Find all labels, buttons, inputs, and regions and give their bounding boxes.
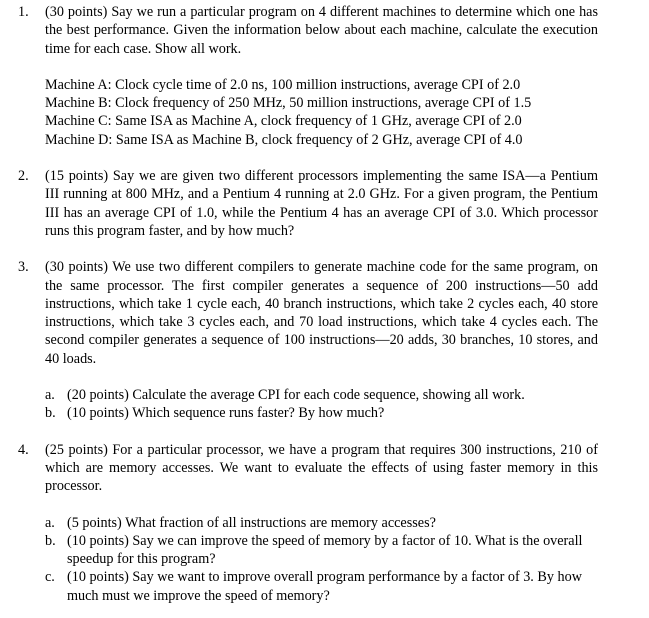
- question-number: 4.: [18, 441, 29, 458]
- sub-question-text: (10 points) Say we can improve the speed of memory by a factor of 10. What is the overall speedup for this program?: [67, 532, 583, 568]
- question-text: (30 points) We use two different compilers to generate machine code for the same program, on the same processor. The first compiler generates a sequence of 200 instructions—50 add instructions, which take 1 cycle each, 40 branch instructions, which take 2 cycles each, 40 store instructions, which take 3 cycles each, and 70 load instructions, which take 4 cycles each. The second compiler generates a sequence of 100 instructions—20 adds, 30 branches, 10 stores, and 40 loads.: [45, 259, 598, 367]
- sub-question-letter: a.: [45, 514, 55, 531]
- machine-b-spec: Machine B: Clock frequency of 250 MHz, 50 million instructions, average CPI of 1.5: [45, 95, 532, 112]
- question-body: [45, 441, 598, 496]
- sub-question-letter: b.: [45, 405, 56, 422]
- sub-question-letter: c.: [45, 569, 55, 586]
- sub-question-letter: b.: [45, 532, 56, 549]
- question-text: (25 points) For a particular processor, we have a program that requires 300 instructions, 210 of which are memory accesses. We want to evaluate the effects of using faster memory in this processor.: [45, 441, 598, 495]
- sub-question-a: [0, 514, 649, 532]
- sub-question-text: (5 points) What fraction of all instructions are memory accesses?: [67, 514, 436, 531]
- question-number: 2.: [18, 168, 29, 185]
- question-1: [0, 3, 649, 149]
- sub-question-list: [0, 386, 649, 423]
- machine-d-spec: Machine D: Same ISA as Machine B, clock frequency of 2 GHz, average CPI of 4.0: [45, 131, 523, 148]
- sub-question-list: [0, 514, 649, 605]
- question-2: [0, 167, 649, 240]
- question-number: 3.: [18, 259, 29, 276]
- sub-question-text: (10 points) Say we want to improve overall program performance by a factor of 3. By how much must we improve the speed of memory?: [67, 569, 582, 604]
- sub-question-text: (10 points) Which sequence runs faster? By how much?: [67, 405, 385, 422]
- sub-question-text: (20 points) Calculate the average CPI for each code sequence, showing all work.: [67, 387, 525, 404]
- sub-question-c: [0, 568, 649, 605]
- sub-question-b: [0, 532, 649, 569]
- machine-a-spec: Machine A: Clock cycle time of 2.0 ns, 100 million instructions, average CPI of 2.0: [45, 76, 521, 93]
- question-3: [0, 258, 649, 422]
- problem-set-page: [0, 3, 649, 605]
- question-4: [0, 441, 649, 605]
- question-body: [45, 258, 598, 368]
- question-body: [45, 167, 598, 240]
- sub-question-letter: a.: [45, 387, 55, 404]
- sub-question-a: [0, 386, 649, 404]
- machine-c-spec: Machine C: Same ISA as Machine A, clock frequency of 1 GHz, average CPI of 2.0: [45, 113, 522, 130]
- question-text: (15 points) Say we are given two different processors implementing the same ISA—a Pentium III running at 800 MHz, and a Pentium 4 running at 2.0 GHz. For a given program, the Pentium III has an average CPI of 1.0, while the Pentium 4 has an average CPI of 3.0. Which processor runs this program faster, and by how much?: [45, 168, 598, 239]
- machine-list: [45, 76, 605, 149]
- question-text: (30 points) Say we run a particular program on 4 different machines to determine which one has the best performance. Given the information below about each machine, calculate the execution time for each case. Show all work.: [45, 4, 598, 57]
- question-body: [45, 3, 598, 58]
- sub-question-b: [0, 404, 649, 422]
- question-number: 1.: [18, 4, 29, 20]
